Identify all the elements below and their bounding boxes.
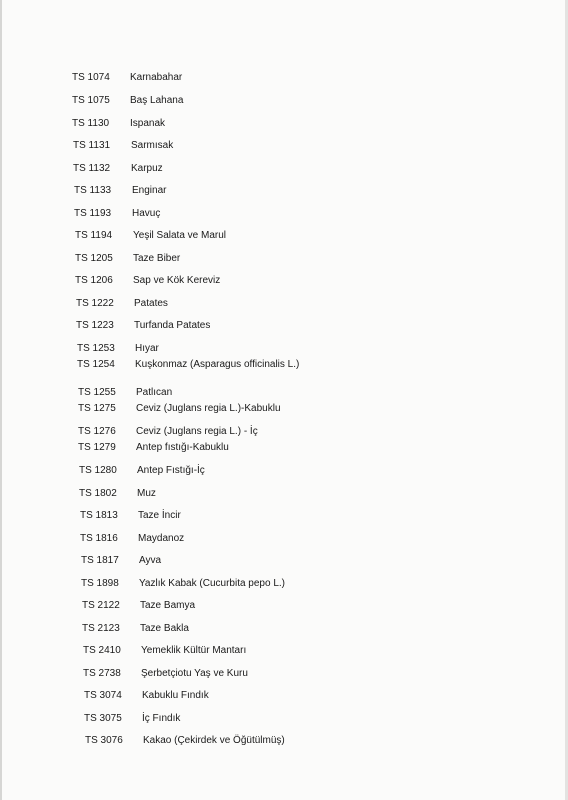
product-name: Sarmısak [131,140,174,151]
product-name: Maydanoz [138,533,185,544]
standard-code: TS 1254 [77,359,115,370]
standard-code: TS 1255 [78,387,116,398]
product-name: Yemeklik Kültür Mantarı [141,645,247,656]
product-name: Hıyar [135,343,159,354]
product-name: Ceviz (Juglans regia L.) - İç [136,426,258,437]
standard-code: TS 2410 [83,645,121,656]
product-name: Kakao (Çekirdek ve Öğütülmüş) [143,735,285,746]
standard-code: TS 1130 [72,118,110,129]
product-name: Ceviz (Juglans regia L.)-Kabuklu [136,403,281,414]
product-name: Taze Bamya [140,600,196,611]
product-name: Sap ve Kök Kereviz [133,275,221,286]
product-name: Patates [134,298,168,309]
product-name: Ayva [139,555,162,566]
standard-code: TS 3075 [84,713,122,724]
product-name: Baş Lahana [130,95,184,106]
product-name: Muz [137,488,156,499]
product-name: Turfanda Patates [134,320,211,331]
product-name: Taze Bakla [140,623,189,634]
standard-code: TS 1132 [73,163,111,174]
product-name: İç Fındık [142,713,181,724]
standard-code: TS 1275 [78,403,116,414]
standard-code: TS 1075 [72,95,110,106]
standard-code: TS 1280 [79,465,117,476]
standard-code: TS 2738 [83,668,121,679]
product-name: Havuç [132,208,161,219]
standard-code: TS 1816 [80,533,118,544]
standard-code: TS 1813 [80,510,118,521]
product-name: Yazlık Kabak (Cucurbita pepo L.) [139,578,286,589]
product-name: Yeşil Salata ve Marul [133,230,227,241]
standard-code: TS 1131 [73,140,111,151]
product-name: Taze İncir [138,510,181,521]
standard-code: TS 1253 [77,343,115,354]
standard-code: TS 2123 [82,623,120,634]
standard-code: TS 1206 [75,275,113,286]
product-name: Taze Biber [133,253,181,264]
standard-code: TS 3074 [84,690,122,701]
standard-code: TS 1193 [74,208,112,219]
standard-code: TS 1133 [74,185,112,196]
standard-code: TS 2122 [82,600,120,611]
standard-code: TS 1898 [81,578,119,589]
standard-code: TS 1276 [78,426,116,437]
product-name: Karpuz [131,163,163,174]
standard-code: TS 1802 [79,488,117,499]
standard-code: TS 1222 [76,298,114,309]
standard-code: TS 1194 [75,230,113,241]
standard-code: TS 1817 [81,555,119,566]
product-name: Kuşkonmaz (Asparagus officinalis L.) [135,359,300,370]
standard-code: TS 1279 [78,442,116,453]
standard-code: TS 3076 [85,735,123,746]
standard-code: TS 1223 [76,320,114,331]
product-name: Patlıcan [136,387,173,398]
scan-edge-left [0,0,2,800]
standard-code: TS 1074 [72,72,110,83]
product-name: Ispanak [130,118,166,129]
standard-code: TS 1205 [75,253,113,264]
product-name: Kabuklu Fındık [142,690,209,701]
product-name: Antep fıstığı-Kabuklu [136,442,229,453]
product-name: Enginar [132,185,167,196]
product-name: Şerbetçiotu Yaş ve Kuru [141,668,248,679]
product-name: Antep Fıstığı-İç [137,465,205,476]
product-name: Karnabahar [130,72,183,83]
